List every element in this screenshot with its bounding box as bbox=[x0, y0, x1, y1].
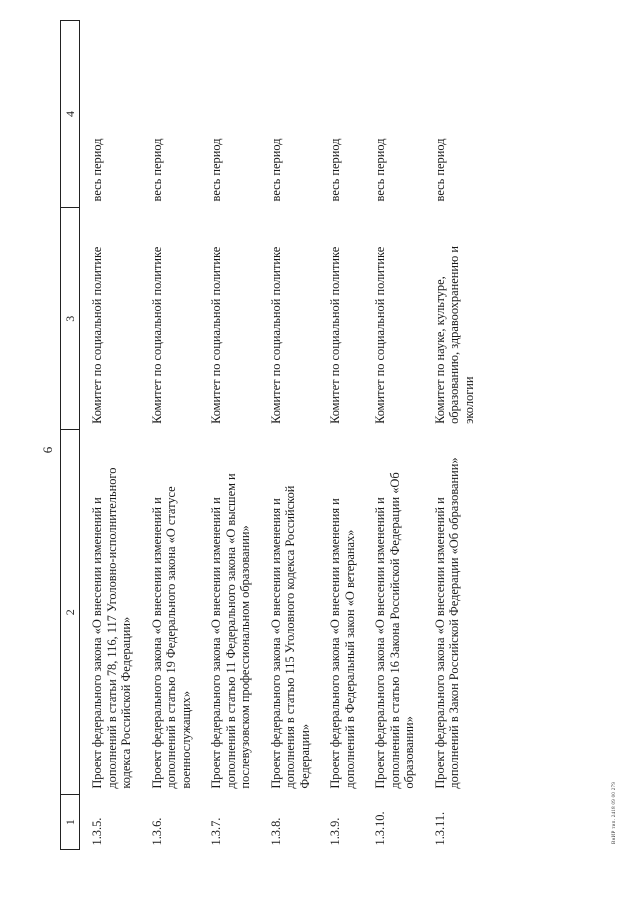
table-row bbox=[80, 21, 144, 850]
responsible-committee: Комитет по социальной политике bbox=[149, 246, 164, 424]
item-number: 1.3.5. bbox=[90, 817, 104, 846]
table-row bbox=[144, 21, 204, 850]
period: весь период bbox=[209, 138, 223, 202]
table-row bbox=[367, 21, 427, 850]
table-row bbox=[263, 21, 323, 850]
bill-title: Проект федерального закона «О внесении изменения и дополнений в Федеральный закон «О ветеранах» bbox=[328, 498, 357, 789]
bill-title: Проект федерального закона «О внесении изменения и дополнения в статью 115 Уголовного кодекса Российской Федерации» bbox=[268, 485, 312, 789]
responsible-committee: Комитет по науке, культуре, образованию, здравоохранению и экологии bbox=[432, 246, 476, 424]
responsible-committee: Комитет по социальной политике bbox=[373, 246, 387, 424]
period: весь период bbox=[149, 138, 164, 202]
responsible-committee: Комитет по социальной политике bbox=[268, 246, 283, 424]
column-header-4: 4 bbox=[61, 21, 80, 208]
item-number: 1.3.11. bbox=[432, 811, 447, 846]
table-header-row bbox=[61, 21, 80, 850]
table-row bbox=[203, 21, 263, 850]
item-number: 1.3.8. bbox=[268, 817, 283, 846]
bill-title: Проект федерального закона «О внесении изменений и дополнений в Закон Российской Федерации «Об образовании» bbox=[432, 457, 461, 789]
column-header-1: 1 bbox=[61, 795, 80, 850]
item-number: 1.3.10. bbox=[373, 811, 387, 846]
responsible-committee: Комитет по социальной политике bbox=[209, 246, 223, 424]
table-row bbox=[322, 21, 367, 850]
period: весь период bbox=[373, 138, 387, 202]
column-header-2: 2 bbox=[61, 430, 80, 795]
legislation-plan-table bbox=[60, 20, 486, 850]
bill-title: Проект федерального закона «О внесении изменений и дополнений в статью 11 Федерального закона «О высшем и послевузовском профессиональном образовании» bbox=[209, 473, 252, 789]
page-number: 6 bbox=[40, 446, 55, 454]
print-code: ВнИР тип. 2418 09 00 279 bbox=[612, 781, 617, 844]
period: весь период bbox=[268, 138, 283, 202]
period: весь период bbox=[328, 138, 342, 202]
bill-title: Проект федерального закона «О внесении изменений и дополнений в статьи 78, 116, 117 Уголовно-исполнительного кодекса Российской Федерации» bbox=[90, 467, 133, 789]
item-number: 1.3.7. bbox=[209, 817, 223, 846]
bill-title: Проект федерального закона «О внесении изменений и дополнений в статью 19 Федерального закона «О статусе военнослужащих» bbox=[149, 486, 193, 789]
responsible-committee: Комитет по социальной политике bbox=[90, 246, 104, 424]
item-number: 1.3.9. bbox=[328, 817, 342, 846]
responsible-committee: Комитет по социальной политике bbox=[328, 246, 342, 424]
rotated-page bbox=[30, 20, 630, 880]
period: весь период bbox=[90, 138, 104, 202]
bill-title: Проект федерального закона «О внесении изменений и дополнений в статью 16 Закона Российской Федерации «Об образовании» bbox=[373, 472, 416, 789]
period: весь период bbox=[432, 138, 447, 202]
table-row bbox=[427, 21, 487, 850]
item-number: 1.3.6. bbox=[149, 817, 164, 846]
column-header-3: 3 bbox=[61, 207, 80, 429]
